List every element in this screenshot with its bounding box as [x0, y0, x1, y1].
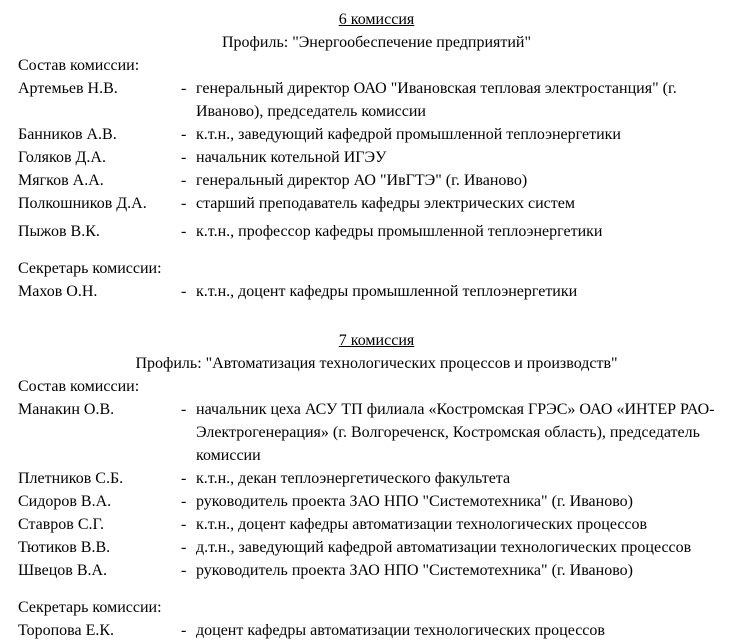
member-description: к.т.н., декан теплоэнергетического факультета	[196, 470, 511, 487]
dash-separator: -	[181, 283, 187, 300]
commission-6-section	[18, 8, 735, 303]
members-label: Состав комиссии:	[18, 378, 140, 395]
member-name: Манакин О.В.	[18, 401, 115, 418]
dash-separator: -	[181, 172, 187, 189]
member-name: Швецов В.А.	[18, 562, 108, 579]
dash-separator: -	[181, 149, 187, 166]
member-row	[18, 398, 735, 467]
member-row	[18, 220, 735, 243]
member-name: Тютиков В.В.	[18, 539, 111, 556]
member-description: старший преподаватель кафедры электрических систем	[196, 195, 575, 212]
secretary-description: к.т.н., доцент кафедры промышленной теплоэнергетики	[196, 283, 578, 300]
commission-title	[18, 8, 735, 31]
dash-separator: -	[181, 516, 187, 533]
member-description: к.т.н., профессор кафедры промышленной теплоэнергетики	[196, 223, 603, 240]
commission-profile: Профиль: "Энергообеспечение предприятий"	[221, 34, 532, 51]
member-row	[18, 192, 735, 215]
members-label: Состав комиссии:	[18, 57, 140, 74]
member-name: Артемьев Н.В.	[18, 80, 118, 97]
dash-separator: -	[181, 470, 187, 487]
member-name: Голяков Д.А.	[18, 149, 106, 166]
secretary-label: Секретарь комиссии:	[18, 599, 162, 616]
member-description: к.т.н., заведующий кафедрой промышленной теплоэнергетики	[196, 126, 621, 143]
secretary-row	[18, 619, 735, 642]
member-description: генеральный директор ОАО "Ивановская тепловая электростанция" (г. Иваново), председатель комиссии	[196, 80, 677, 120]
member-row	[18, 536, 735, 559]
member-row	[18, 169, 735, 192]
member-row	[18, 467, 735, 490]
member-name: Пыжов В.К.	[18, 223, 100, 240]
dash-separator: -	[181, 80, 187, 97]
dash-separator: -	[181, 622, 187, 639]
commission-7-section	[18, 329, 735, 642]
dash-separator: -	[181, 493, 187, 510]
member-name: Полкошников Д.А.	[18, 195, 147, 212]
commission-profile: Профиль: "Автоматизация технологических процессов и производств"	[135, 355, 618, 372]
member-name: Плетников С.Б.	[18, 470, 124, 487]
member-description: д.т.н., заведующий кафедрой автоматизации технологических процессов	[196, 539, 692, 556]
member-description: начальник котельной ИГЭУ	[196, 149, 387, 166]
member-row	[18, 146, 735, 169]
commission-title-text: 6 комиссия	[338, 11, 415, 28]
dash-separator: -	[181, 401, 187, 418]
dash-separator: -	[181, 562, 187, 579]
commission-title-text: 7 комиссия	[338, 332, 415, 349]
commission-title	[18, 329, 735, 352]
member-row	[18, 559, 735, 582]
member-row	[18, 513, 735, 536]
dash-separator: -	[181, 223, 187, 240]
member-row	[18, 123, 735, 146]
secretary-description: доцент кафедры автоматизации технологических процессов	[196, 622, 605, 639]
member-description: начальник цеха АСУ ТП филиала «Костромская ГРЭС» ОАО «ИНТЕР РАО-Электрогенерация» (г. Волгореченск, Костромская область), председатель комиссии	[196, 401, 715, 464]
dash-separator: -	[181, 126, 187, 143]
member-row	[18, 77, 735, 123]
member-name: Ставров С.Г.	[18, 516, 104, 533]
secretary-name: Торопова Е.К.	[18, 622, 115, 639]
member-description: к.т.н., доцент кафедры автоматизации технологических процессов	[196, 516, 648, 533]
secretary-label: Секретарь комиссии:	[18, 260, 162, 277]
dash-separator: -	[181, 539, 187, 556]
member-name: Мягков А.А.	[18, 172, 104, 189]
member-description: руководитель проекта ЗАО НПО "Системотехника" (г. Иваново)	[196, 493, 633, 510]
member-description: генеральный директор АО "ИвГТЭ" (г. Иваново)	[196, 172, 528, 189]
member-name: Банников А.В.	[18, 126, 117, 143]
secretary-row	[18, 280, 735, 303]
member-name: Сидоров В.А.	[18, 493, 112, 510]
member-row	[18, 490, 735, 513]
dash-separator: -	[181, 195, 187, 212]
member-description: руководитель проекта ЗАО НПО "Системотехника" (г. Иваново)	[196, 562, 633, 579]
secretary-name: Махов О.Н.	[18, 283, 98, 300]
